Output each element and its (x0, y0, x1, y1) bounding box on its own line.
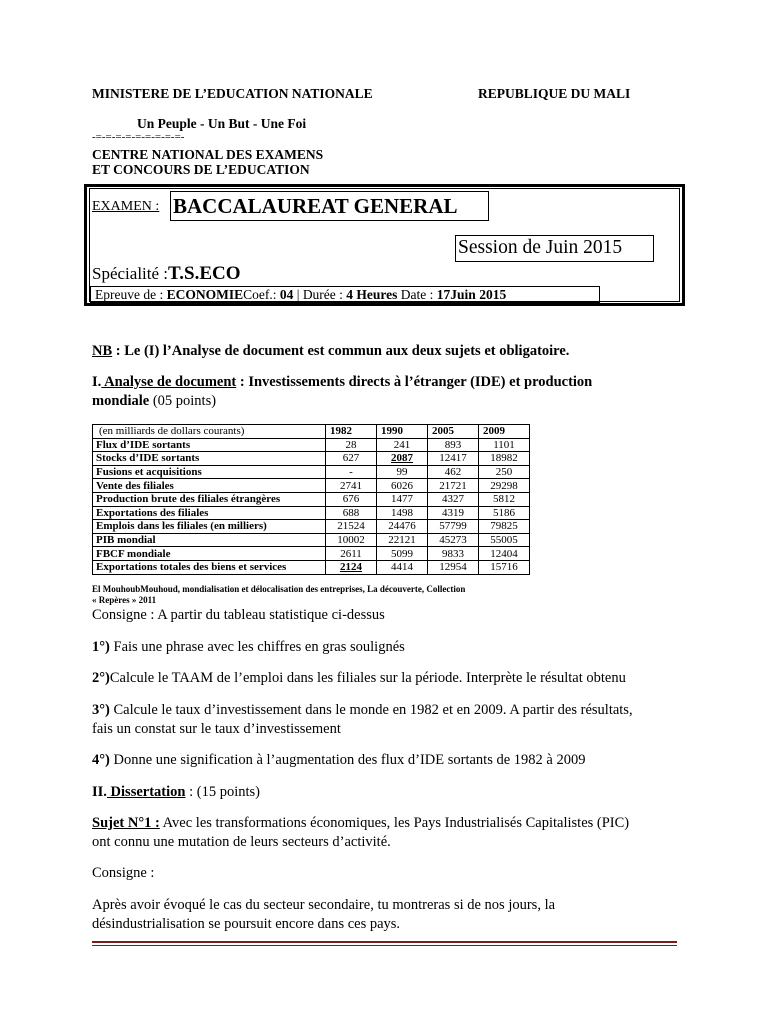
question-3 (92, 701, 633, 720)
coef-value: 04 (279, 287, 294, 302)
speciality-line (92, 263, 241, 285)
cell-value: 2611 (326, 547, 377, 561)
table-row (93, 560, 530, 574)
separator-bar: | (293, 287, 303, 302)
centre-line-1: CENTRE NATIONAL DES EXAMENS (92, 147, 324, 162)
question-4-num: 4°) (92, 752, 110, 768)
cell-value: 12417 (428, 452, 479, 466)
exam-name-box (170, 191, 489, 221)
duree-label: Durée : (302, 287, 347, 302)
year-2005: 2005 (428, 425, 479, 439)
question-2 (92, 669, 626, 688)
date-label: Date : (397, 287, 437, 302)
row-label: Fusions et acquisitions (93, 465, 326, 479)
section1-title (92, 373, 592, 392)
sujet1-text: Avec les transformations économiques, les Pays Industrialisés Capitalistes (PIC) (159, 815, 630, 831)
table-row (93, 465, 530, 479)
date-value: 17Juin 2015 (436, 287, 507, 302)
cell-value: 1477 (377, 492, 428, 506)
nb-text: : Le (I) l’Analyse de document est commun aux deux sujets et obligatoire. (112, 343, 570, 359)
coef-label: Coef.: (243, 287, 280, 302)
question-4 (92, 751, 585, 770)
cell-value: 893 (428, 438, 479, 452)
question-1-text: Fais une phrase avec les chiffres en gras soulignés (109, 639, 405, 655)
speciality-value: T.S.ECO (168, 263, 241, 284)
cell-value: 688 (326, 506, 377, 520)
table-row (93, 547, 530, 561)
question-3-text: Calcule le taux d’investissement dans le monde en 1982 et en 2009. A partir des résultats, (109, 702, 633, 718)
cell-value: 10002 (326, 533, 377, 547)
question-2-num: 2°) (92, 670, 110, 686)
year-2009: 2009 (479, 425, 530, 439)
cell-value: 21721 (428, 479, 479, 493)
exam-label (92, 199, 159, 215)
cell-value: 4327 (428, 492, 479, 506)
question-1 (92, 638, 405, 657)
section1-heading: Analyse de document (101, 374, 237, 390)
sujet1-line2: ont connu une mutation de leurs secteurs d’activité. (92, 834, 391, 850)
cell-value: 22121 (377, 533, 428, 547)
cell-value: 2087 (377, 452, 428, 466)
cell-value: 5812 (479, 492, 530, 506)
bottom-rule (92, 941, 677, 943)
row-label: FBCF mondiale (93, 547, 326, 561)
bottom-rule-thin (92, 945, 677, 946)
duree-value: 4 Heures (346, 287, 398, 302)
question-2-text: Calcule le TAAM de l’emploi dans les filiales sur la période. Interprète le résultat obtenu (109, 670, 626, 686)
nb-label: NB (92, 343, 113, 359)
cell-value: 55005 (479, 533, 530, 547)
table-header-row (93, 425, 530, 439)
sujet1-label: Sujet N°1 : (92, 815, 160, 831)
section1-rest: : Investissements directs à l’étranger (IDE) et production (236, 374, 593, 390)
cell-value: 2741 (326, 479, 377, 493)
centre-line-2: ET CONCOURS DE L’EDUCATION (92, 162, 310, 177)
row-label: Stocks d’IDE sortants (93, 452, 326, 466)
epreuve-value: ECONOMIE (166, 287, 244, 302)
table-row (93, 479, 530, 493)
final-line1: Après avoir évoqué le cas du secteur secondaire, tu montreras si de nos jours, la (92, 897, 556, 913)
section2-rest: : (15 points) (185, 784, 260, 800)
cell-value: 57799 (428, 520, 479, 534)
table-row (93, 438, 530, 452)
epreuve-box (90, 286, 600, 303)
cell-value: 5099 (377, 547, 428, 561)
cell-value: 79825 (479, 520, 530, 534)
cell-value: - (326, 465, 377, 479)
epreuve-line (95, 287, 506, 303)
cell-value: 5186 (479, 506, 530, 520)
section1-title-line2 (92, 392, 216, 411)
separator-line: -=-=-=-=-=-=-=-=-=- (92, 131, 185, 143)
statistics-table (92, 424, 530, 575)
cell-value: 462 (428, 465, 479, 479)
cell-value: 241 (377, 438, 428, 452)
row-label: Exportations totales des biens et services (93, 560, 326, 574)
row-label: Vente des filiales (93, 479, 326, 493)
section1-num: I. (92, 374, 102, 390)
exam-name: BACCALAUREAT GENERAL (173, 194, 458, 218)
cell-value: 6026 (377, 479, 428, 493)
row-label: Flux d’IDE sortants (93, 438, 326, 452)
cell-value: 1101 (479, 438, 530, 452)
question-3-line2: fais un constat sur le taux d’investissement (92, 721, 341, 737)
cell-value: 29298 (479, 479, 530, 493)
year-1982: 1982 (326, 425, 377, 439)
cell-value: 9833 (428, 547, 479, 561)
table-row (93, 520, 530, 534)
consigne-1: Consigne : A partir du tableau statistique ci-dessus (92, 607, 385, 623)
table-row (93, 452, 530, 466)
table-unit: (en milliards de dollars courants) (93, 425, 326, 439)
cell-value: 12404 (479, 547, 530, 561)
ministry-heading: MINISTERE DE L’EDUCATION NATIONALE (92, 86, 373, 101)
cell-value: 45273 (428, 533, 479, 547)
session-box (455, 235, 654, 262)
row-label: Exportations des filiales (93, 506, 326, 520)
cell-value: 1498 (377, 506, 428, 520)
cell-value: 21524 (326, 520, 377, 534)
question-1-num: 1°) (92, 639, 110, 655)
row-label: Emplois dans les filiales (en milliers) (93, 520, 326, 534)
row-label: PIB mondial (93, 533, 326, 547)
table-row (93, 492, 530, 506)
section2-heading: Dissertation (106, 784, 186, 800)
cell-value: 28 (326, 438, 377, 452)
motto: Un Peuple - Un But - Une Foi (137, 116, 307, 131)
cell-value: 12954 (428, 560, 479, 574)
final-line2: désindustrialisation se poursuit encore dans ces pays. (92, 916, 401, 932)
epreuve-label: Epreuve de : (95, 287, 167, 302)
cell-value: 250 (479, 465, 530, 479)
cell-value: 4319 (428, 506, 479, 520)
cell-value: 18982 (479, 452, 530, 466)
section2-num: II. (92, 784, 107, 800)
speciality-label: Spécialité : (92, 264, 169, 283)
exam-label-text: EXAMEN : (92, 199, 160, 214)
table-row (93, 506, 530, 520)
cell-value: 24476 (377, 520, 428, 534)
cell-value: 99 (377, 465, 428, 479)
table-row (93, 533, 530, 547)
republic-heading: REPUBLIQUE DU MALI (478, 86, 631, 101)
question-4-text: Donne une signification à l’augmentation des flux d’IDE sortants de 1982 à 2009 (109, 752, 586, 768)
section2-title (92, 783, 260, 802)
sujet1-line1 (92, 814, 629, 833)
nb-note (92, 342, 569, 361)
question-3-num: 3°) (92, 702, 110, 718)
year-1990: 1990 (377, 425, 428, 439)
table-source-1: El MouhoubMouhoud, mondialisation et délocalisation des entreprises, La découverte, Collection (92, 584, 466, 594)
section1-points: (05 points) (149, 393, 217, 409)
section1-mondiale: mondiale (92, 393, 150, 409)
cell-value: 627 (326, 452, 377, 466)
cell-value: 676 (326, 492, 377, 506)
consigne-2: Consigne : (92, 865, 155, 881)
cell-value: 4414 (377, 560, 428, 574)
cell-value: 2124 (326, 560, 377, 574)
row-label: Production brute des filiales étrangères (93, 492, 326, 506)
cell-value: 15716 (479, 560, 530, 574)
table-source-2: « Repères » 2011 (92, 595, 157, 605)
session-text: Session de Juin 2015 (458, 237, 623, 258)
